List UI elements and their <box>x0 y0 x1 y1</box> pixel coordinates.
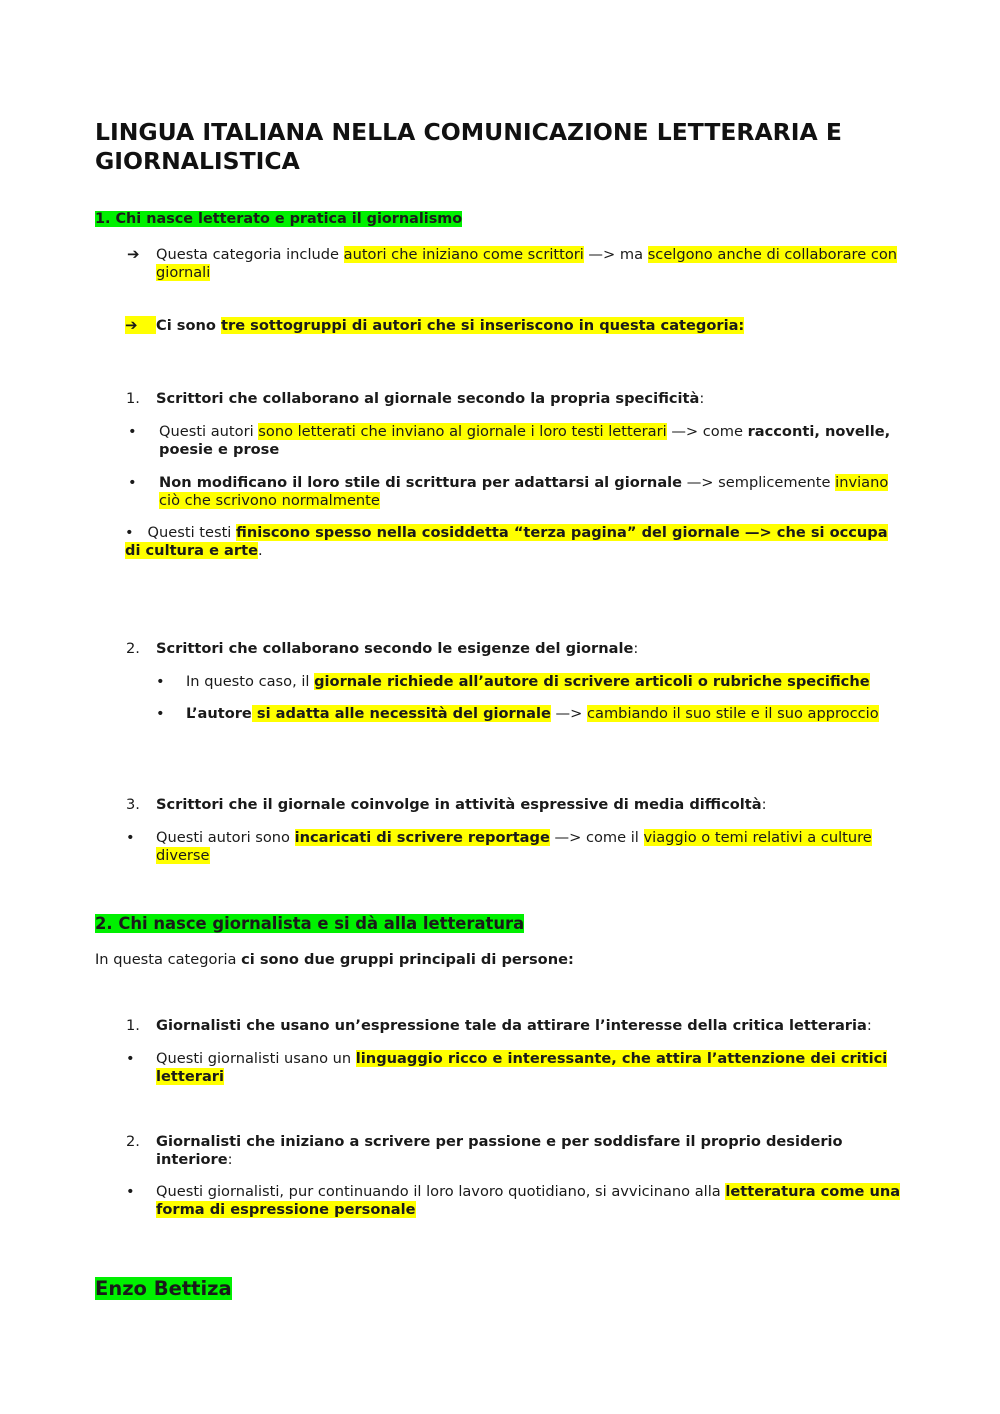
arrow-bullet-icon: ➔ <box>127 245 140 263</box>
bullet-dot-icon: • <box>128 474 137 491</box>
list-number: 3. <box>126 796 140 813</box>
bullet-item: Questi autori sono letterati che inviano al giornale i loro testi letterari —> come racconti, novelle, poesie e prose <box>159 423 891 458</box>
arrow-bullet-icon: ➔ <box>125 316 156 334</box>
bullet-dot-icon: • <box>128 423 137 440</box>
list-number: 2. <box>126 1133 140 1150</box>
bullet-dot-icon: • <box>125 524 148 541</box>
list-number: 1. <box>126 390 140 407</box>
section-1-heading: 1. Chi nasce letterato e pratica il giornalismo <box>95 211 463 227</box>
bullet-dot-icon: • <box>126 1183 135 1200</box>
list-item-title: Scrittori che collaborano al giornale secondo la propria specificità: <box>156 390 705 407</box>
section-2-heading: 2. Chi nasce giornalista e si dà alla letteratura <box>95 914 525 933</box>
bullet-dot-icon: • <box>126 829 135 846</box>
list-item-title: Scrittori che il giornale coinvolge in attività espressive di media difficoltà: <box>156 796 767 813</box>
arrow-item-2: Ci sono tre sottogruppi di autori che si inseriscono in questa categoria: <box>156 317 745 334</box>
section-3-heading: Enzo Bettiza <box>95 1277 232 1300</box>
bullet-item: Questi giornalisti, pur continuando il loro lavoro quotidiano, si avvicinano alla letteratura come una forma di espressione personale <box>156 1183 901 1218</box>
arrow-item-1: Questa categoria include autori che iniziano come scrittori —> ma scelgono anche di collaborare con giornali <box>156 246 898 281</box>
bullet-item: In questo caso, il giornale richiede all’autore di scrivere articoli o rubriche specifiche <box>186 673 870 690</box>
page-title: LINGUA ITALIANA NELLA COMUNICAZIONE LETTERARIA E GIORNALISTICA <box>95 118 842 175</box>
bullet-item: L’autore si adatta alle necessità del giornale —> cambiando il suo stile e il suo approccio <box>186 705 879 722</box>
list-number: 2. <box>126 640 140 657</box>
section-2-intro: In questa categoria ci sono due gruppi principali di persone: <box>95 951 574 968</box>
bullet-item: Non modificano il loro stile di scrittura per adattarsi al giornale —> semplicemente inviano ciò che scrivono normalmente <box>159 474 889 509</box>
bullet-dot-icon: • <box>156 673 165 690</box>
list-item-title: Giornalisti che iniziano a scrivere per passione e per soddisfare il proprio desiderio interiore: <box>156 1133 843 1168</box>
bullet-item: Questi autori sono incaricati di scrivere reportage —> come il viaggio o temi relativi a culture diverse <box>156 829 872 864</box>
bullet-item: • Questi testi finiscono spesso nella cosiddetta “terza pagina” del giornale —> che si occupa di cultura e arte. <box>125 524 888 559</box>
bullet-item: Questi giornalisti usano un linguaggio ricco e interessante, che attira l’attenzione dei critici letterari <box>156 1050 888 1085</box>
list-item-title: Scrittori che collaborano secondo le esigenze del giornale: <box>156 640 639 657</box>
bullet-dot-icon: • <box>126 1050 135 1067</box>
bullet-dot-icon: • <box>156 705 165 722</box>
list-number: 1. <box>126 1017 140 1034</box>
list-item-title: Giornalisti che usano un’espressione tale da attirare l’interesse della critica letteraria: <box>156 1017 872 1034</box>
